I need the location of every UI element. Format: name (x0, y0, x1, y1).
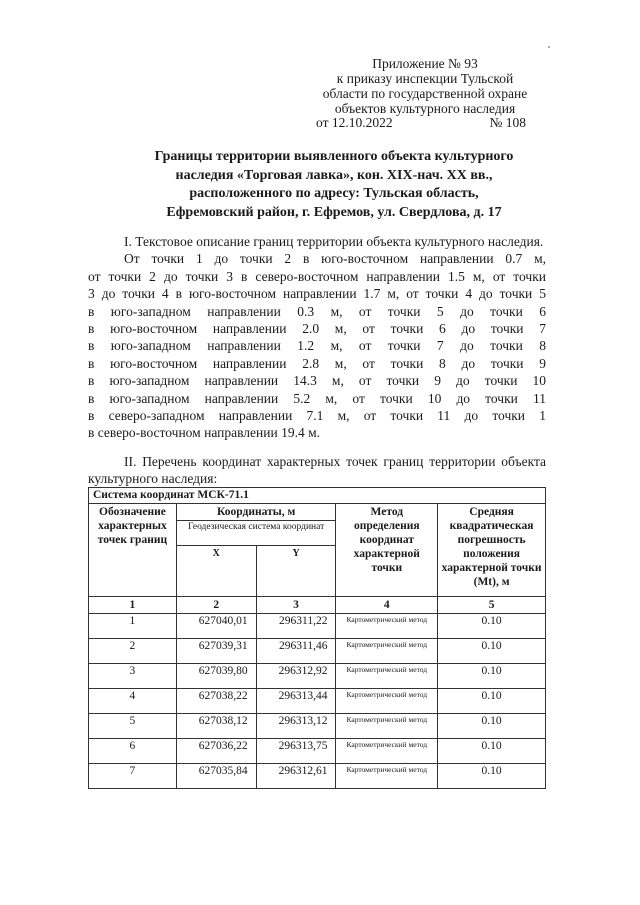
col-coords-subheader: Геодезическая система координат (176, 521, 336, 546)
title-line: Границы территории выявленного объекта культурного (154, 149, 514, 164)
method: Картометрический метод (336, 639, 438, 664)
error-value: 0.10 (438, 714, 546, 739)
section1 (88, 233, 546, 442)
order-reference-2: области по государственной охране (322, 86, 528, 101)
error-value: 0.10 (438, 764, 546, 789)
coord-y: 296313,12 (256, 714, 336, 739)
column-number: 5 (438, 597, 546, 614)
column-number: 4 (336, 597, 438, 614)
description-line: в северо-восточном направлении 19.4 м. (88, 425, 320, 441)
table-row (89, 739, 546, 764)
col-coords-header: Координаты, м (176, 504, 336, 521)
point-number: 1 (89, 614, 177, 639)
table-row (89, 614, 546, 639)
method: Картометрический метод (336, 764, 438, 789)
description-line: От точки 1 до точки 2 в юго-восточном направлении 0.7 м, (124, 251, 546, 267)
col-point-header: Обозначение характерных точек границ (89, 504, 177, 597)
coord-x: 627039,80 (176, 664, 256, 689)
description-line: в юго-западном направлении 1.2 м, от точки 7 до точки 8 (88, 338, 546, 354)
error-value: 0.10 (438, 739, 546, 764)
method: Картометрический метод (336, 614, 438, 639)
description-line: в юго-западном направлении 14.3 м, от точки 9 до точки 10 (88, 373, 546, 389)
title-line: наследия «Торговая лавка», кон. XIX-нач. XX вв., (175, 167, 493, 183)
coord-y: 296313,44 (256, 689, 336, 714)
method: Картометрический метод (336, 664, 438, 689)
method: Картометрический метод (336, 739, 438, 764)
table-row (89, 639, 546, 664)
point-number: 4 (89, 689, 177, 714)
method: Картометрический метод (336, 689, 438, 714)
point-number: 3 (89, 664, 177, 689)
point-number: 5 (89, 714, 177, 739)
order-reference-3: объектов культурного наследия (334, 101, 516, 116)
table-row (89, 689, 546, 714)
description-line: в юго-восточном направлении 2.8 м, от точки 8 до точки 9 (88, 355, 546, 371)
description-line: в юго-западном направлении 5.2 м, от точки 10 до точки 11 (88, 390, 546, 406)
appendix-number: Приложение № 93 (372, 56, 478, 71)
error-value: 0.10 (438, 664, 546, 689)
boundary-description (88, 250, 546, 441)
coord-y: 296312,92 (256, 664, 336, 689)
appendix-header (300, 56, 550, 116)
col-error-header: Средняя квадратическая погрешность положения характерной точки (Mt), м (438, 504, 546, 597)
scan-speck (548, 46, 550, 48)
order-reference: к приказу инспекции Тульской (336, 71, 514, 86)
description-line: от точки 2 до точки 3 в северо-восточном направлении 1.5 м, от точки (88, 268, 546, 284)
table-row (89, 764, 546, 789)
point-number: 7 (89, 764, 177, 789)
column-number: 3 (256, 597, 336, 614)
coord-x: 627038,22 (176, 689, 256, 714)
col-x-header: X (176, 546, 256, 597)
section1-heading: I. Текстовое описание границ территории объекта культурного наследия. (124, 234, 544, 249)
description-line: в юго-восточном направлении 2.0 м, от точки 6 до точки 7 (88, 321, 546, 337)
section2-heading: II. Перечень координат характерных точек границ территории объекта культурного наследия: (88, 454, 546, 487)
order-date: от 12.10.2022 (316, 115, 393, 130)
coord-y: 296312,61 (256, 764, 336, 789)
coord-y: 296311,22 (256, 614, 336, 639)
document-title (96, 148, 572, 222)
error-value: 0.10 (438, 689, 546, 714)
coord-x: 627036,22 (176, 739, 256, 764)
point-number: 6 (89, 739, 177, 764)
coordinate-system: Система координат МСК-71.1 (89, 488, 546, 504)
col-y-header: Y (256, 546, 336, 597)
coord-x: 627040,01 (176, 614, 256, 639)
coord-y: 296313,75 (256, 739, 336, 764)
error-value: 0.10 (438, 639, 546, 664)
method: Картометрический метод (336, 714, 438, 739)
description-line: в юго-западном направлении 0.3 м, от точки 5 до точки 6 (88, 303, 546, 319)
error-value: 0.10 (438, 614, 546, 639)
table-row (89, 714, 546, 739)
title-line: расположенного по адресу: Тульская область, (189, 186, 479, 201)
coord-x: 627038,12 (176, 714, 256, 739)
coord-x: 627035,84 (176, 764, 256, 789)
coord-y: 296311,46 (256, 639, 336, 664)
col-method-header: Метод определения координат характерной точки (336, 504, 438, 597)
table-body (89, 614, 546, 789)
column-number: 2 (176, 597, 256, 614)
title-line: Ефремовский район, г. Ефремов, ул. Свердлова, д. 17 (166, 204, 502, 220)
column-number: 1 (89, 597, 177, 614)
table-row (89, 664, 546, 689)
description-line: 3 до точки 4 в юго-восточном направлении 1.7 м, от точки 4 до точки 5 (88, 286, 546, 302)
coord-x: 627039,31 (176, 639, 256, 664)
order-date-line (316, 115, 526, 131)
order-number: № 108 (489, 115, 526, 130)
point-number: 2 (89, 639, 177, 664)
description-line: в северо-западном направлении 7.1 м, от точки 11 до точки 1 (88, 408, 546, 424)
coordinates-table (88, 487, 546, 789)
section2-heading-block (88, 453, 546, 488)
